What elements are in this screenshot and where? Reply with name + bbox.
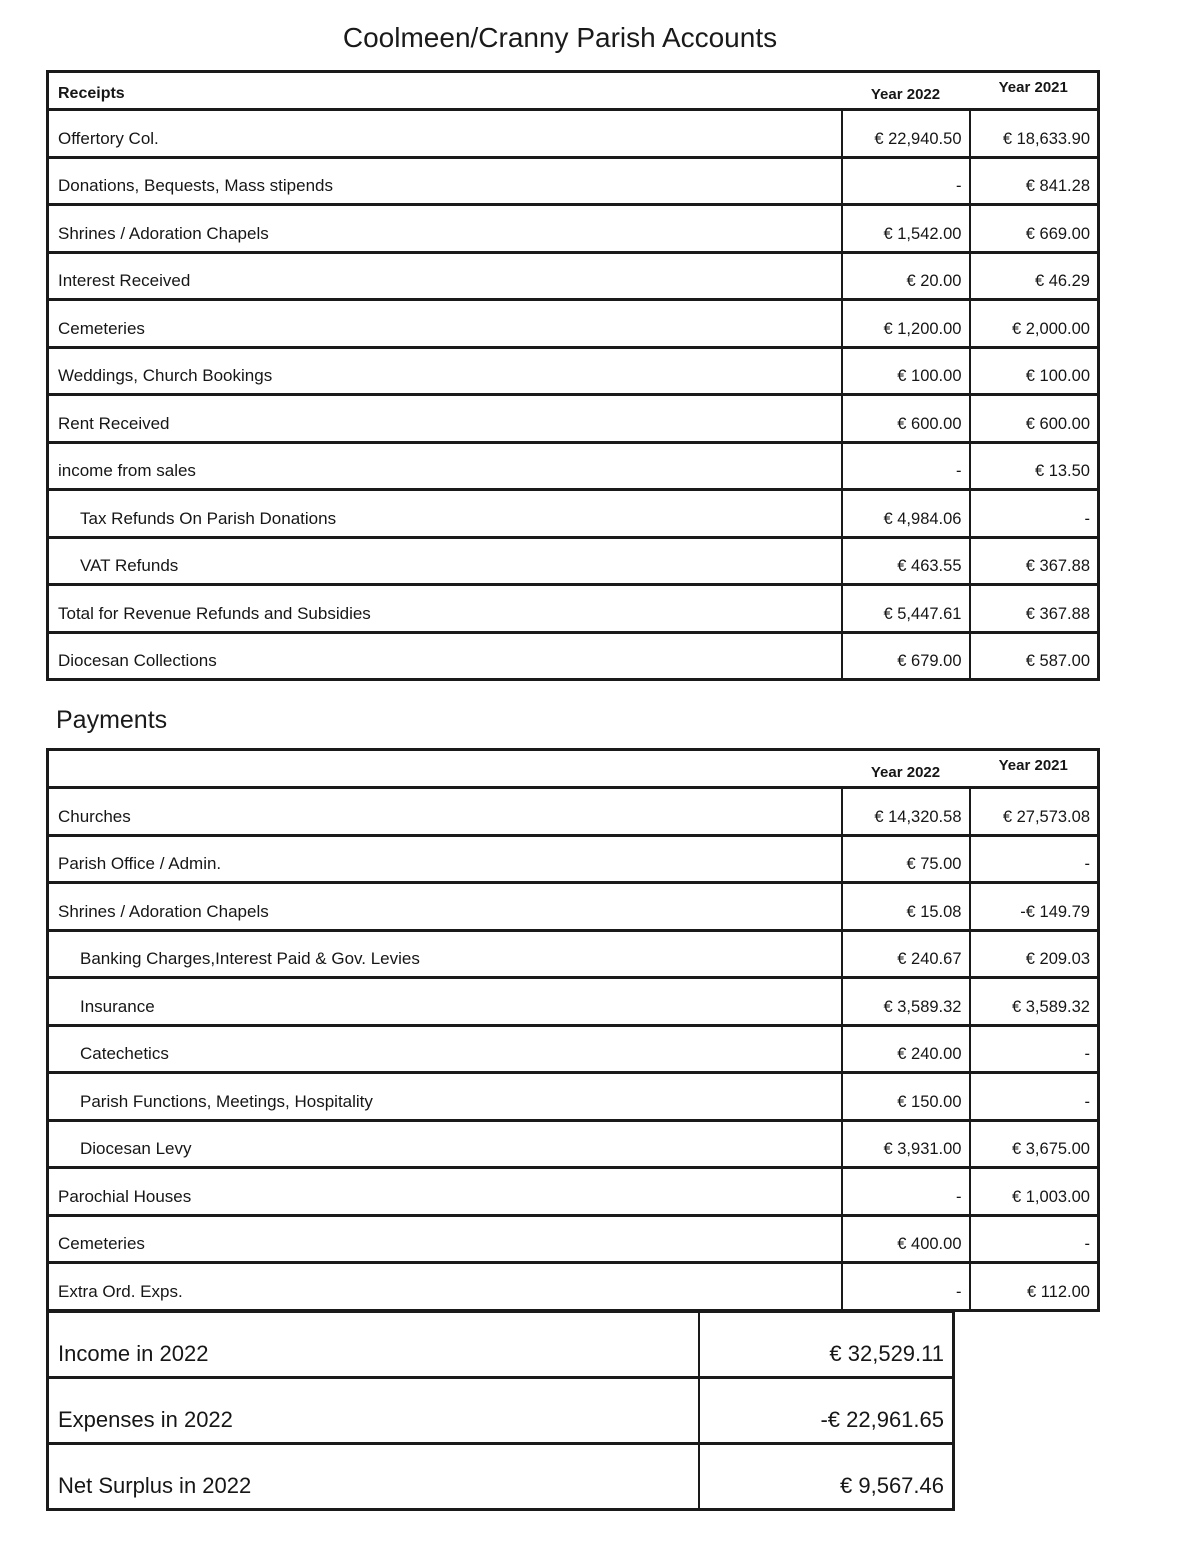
receipts-row (48, 157, 1099, 205)
payments-row-value-2022: € 3,589.32 (842, 978, 970, 1026)
receipts-header-year-2021: Year 2021 (970, 72, 1099, 110)
payments-row-value-2021: € 27,573.08 (970, 788, 1099, 836)
receipts-table-body (48, 72, 1099, 680)
receipts-row (48, 490, 1099, 538)
receipts-row-value-2021: € 18,633.90 (970, 110, 1099, 158)
payments-row-value-2022: € 15.08 (842, 883, 970, 931)
payments-row-value-2021: - (970, 1215, 1099, 1263)
payments-row (48, 1120, 1099, 1168)
receipts-row-value-2022: € 463.55 (842, 537, 970, 585)
summary-row-value: € 32,529.11 (699, 1312, 954, 1378)
receipts-row-value-2022: € 1,200.00 (842, 300, 970, 348)
payments-header-year-2022: Year 2022 (842, 750, 970, 788)
payments-row (48, 883, 1099, 931)
summary-table-body (48, 1312, 954, 1510)
payments-row-label: Cemeteries (48, 1215, 842, 1263)
payments-row-label: Banking Charges,Interest Paid & Gov. Levies (48, 930, 842, 978)
payments-row-value-2022: € 3,931.00 (842, 1120, 970, 1168)
payments-header-year-2021: Year 2021 (970, 750, 1099, 788)
summary-row-value: -€ 22,961.65 (699, 1378, 954, 1444)
receipts-row-value-2021: € 100.00 (970, 347, 1099, 395)
receipts-header-row (48, 72, 1099, 110)
payments-row (48, 1263, 1099, 1311)
summary-row (48, 1378, 954, 1444)
payments-row-value-2022: - (842, 1263, 970, 1311)
payments-table (46, 748, 1100, 1312)
summary-row (48, 1312, 954, 1378)
receipts-row-label: Offertory Col. (48, 110, 842, 158)
receipts-row-label: Shrines / Adoration Chapels (48, 205, 842, 253)
receipts-row-label: Rent Received (48, 395, 842, 443)
receipts-row (48, 585, 1099, 633)
payments-row-value-2021: € 209.03 (970, 930, 1099, 978)
receipts-row-label: Cemeteries (48, 300, 842, 348)
payments-row-label: Parochial Houses (48, 1168, 842, 1216)
receipts-row-label: Tax Refunds On Parish Donations (48, 490, 842, 538)
receipts-row-value-2022: € 5,447.61 (842, 585, 970, 633)
payments-row (48, 835, 1099, 883)
payments-row-value-2022: € 14,320.58 (842, 788, 970, 836)
payments-row-label: Parish Office / Admin. (48, 835, 842, 883)
receipts-row-value-2021: € 841.28 (970, 157, 1099, 205)
receipts-row-value-2021: € 46.29 (970, 252, 1099, 300)
payments-row-value-2021: € 3,589.32 (970, 978, 1099, 1026)
payments-heading: Payments (56, 706, 168, 734)
receipts-row-value-2022: € 679.00 (842, 632, 970, 680)
receipts-row-label: Diocesan Collections (48, 632, 842, 680)
receipts-row-label: income from sales (48, 442, 842, 490)
receipts-header-year-2022: Year 2022 (842, 72, 970, 110)
payments-row-label: Diocesan Levy (48, 1120, 842, 1168)
receipts-row-label: Weddings, Church Bookings (48, 347, 842, 395)
payments-row-value-2021: - (970, 1025, 1099, 1073)
receipts-row-value-2021: € 2,000.00 (970, 300, 1099, 348)
payments-row-label: Insurance (48, 978, 842, 1026)
payments-row (48, 788, 1099, 836)
receipts-row-value-2022: € 100.00 (842, 347, 970, 395)
receipts-row-label: Donations, Bequests, Mass stipends (48, 157, 842, 205)
receipts-row-value-2022: € 20.00 (842, 252, 970, 300)
receipts-row-value-2022: € 600.00 (842, 395, 970, 443)
payments-table-body (48, 750, 1099, 1311)
payments-row-value-2021: € 112.00 (970, 1263, 1099, 1311)
payments-row-value-2022: € 240.67 (842, 930, 970, 978)
receipts-row-value-2021: € 367.88 (970, 537, 1099, 585)
receipts-row-value-2021: € 13.50 (970, 442, 1099, 490)
page-title: Coolmeen/Cranny Parish Accounts (342, 22, 778, 53)
payments-row-label: Catechetics (48, 1025, 842, 1073)
payments-row (48, 1168, 1099, 1216)
payments-header-row (48, 750, 1099, 788)
receipts-row (48, 395, 1099, 443)
receipts-row-label: VAT Refunds (48, 537, 842, 585)
summary-table (46, 1310, 955, 1511)
receipts-row (48, 347, 1099, 395)
payments-row-label: Churches (48, 788, 842, 836)
payments-row-label: Extra Ord. Exps. (48, 1263, 842, 1311)
payments-row-value-2022: € 400.00 (842, 1215, 970, 1263)
payments-row-label: Shrines / Adoration Chapels (48, 883, 842, 931)
payments-row-label: Parish Functions, Meetings, Hospitality (48, 1073, 842, 1121)
summary-row-label: Net Surplus in 2022 (48, 1444, 699, 1510)
payments-row-value-2022: € 150.00 (842, 1073, 970, 1121)
summary-row-label: Income in 2022 (48, 1312, 699, 1378)
payments-row-value-2022: € 75.00 (842, 835, 970, 883)
summary-row (48, 1444, 954, 1510)
receipts-row (48, 537, 1099, 585)
payments-row-value-2021: -€ 149.79 (970, 883, 1099, 931)
receipts-row-value-2021: € 367.88 (970, 585, 1099, 633)
summary-row-value: € 9,567.46 (699, 1444, 954, 1510)
receipts-row-value-2022: - (842, 157, 970, 205)
receipts-row-value-2021: € 669.00 (970, 205, 1099, 253)
receipts-row-value-2022: € 4,984.06 (842, 490, 970, 538)
receipts-row-value-2022: € 22,940.50 (842, 110, 970, 158)
payments-row (48, 930, 1099, 978)
payments-row (48, 1215, 1099, 1263)
payments-row-value-2021: - (970, 835, 1099, 883)
receipts-row (48, 300, 1099, 348)
payments-row-value-2022: - (842, 1168, 970, 1216)
receipts-row (48, 205, 1099, 253)
payments-row-value-2021: € 3,675.00 (970, 1120, 1099, 1168)
receipts-row-label: Total for Revenue Refunds and Subsidies (48, 585, 842, 633)
payments-row-value-2022: € 240.00 (842, 1025, 970, 1073)
payments-row-value-2021: - (970, 1073, 1099, 1121)
summary-row-label: Expenses in 2022 (48, 1378, 699, 1444)
receipts-table (46, 70, 1100, 681)
receipts-row-label: Interest Received (48, 252, 842, 300)
receipts-row-value-2021: € 587.00 (970, 632, 1099, 680)
payments-row (48, 978, 1099, 1026)
receipts-row-value-2021: € 600.00 (970, 395, 1099, 443)
receipts-row-value-2022: € 1,542.00 (842, 205, 970, 253)
receipts-row-value-2021: - (970, 490, 1099, 538)
receipts-header-label: Receipts (48, 72, 842, 110)
payments-header-label (48, 750, 842, 788)
payments-row (48, 1025, 1099, 1073)
receipts-row (48, 110, 1099, 158)
receipts-row (48, 442, 1099, 490)
payments-row-value-2021: € 1,003.00 (970, 1168, 1099, 1216)
receipts-row-value-2022: - (842, 442, 970, 490)
receipts-row (48, 632, 1099, 680)
receipts-row (48, 252, 1099, 300)
payments-row (48, 1073, 1099, 1121)
